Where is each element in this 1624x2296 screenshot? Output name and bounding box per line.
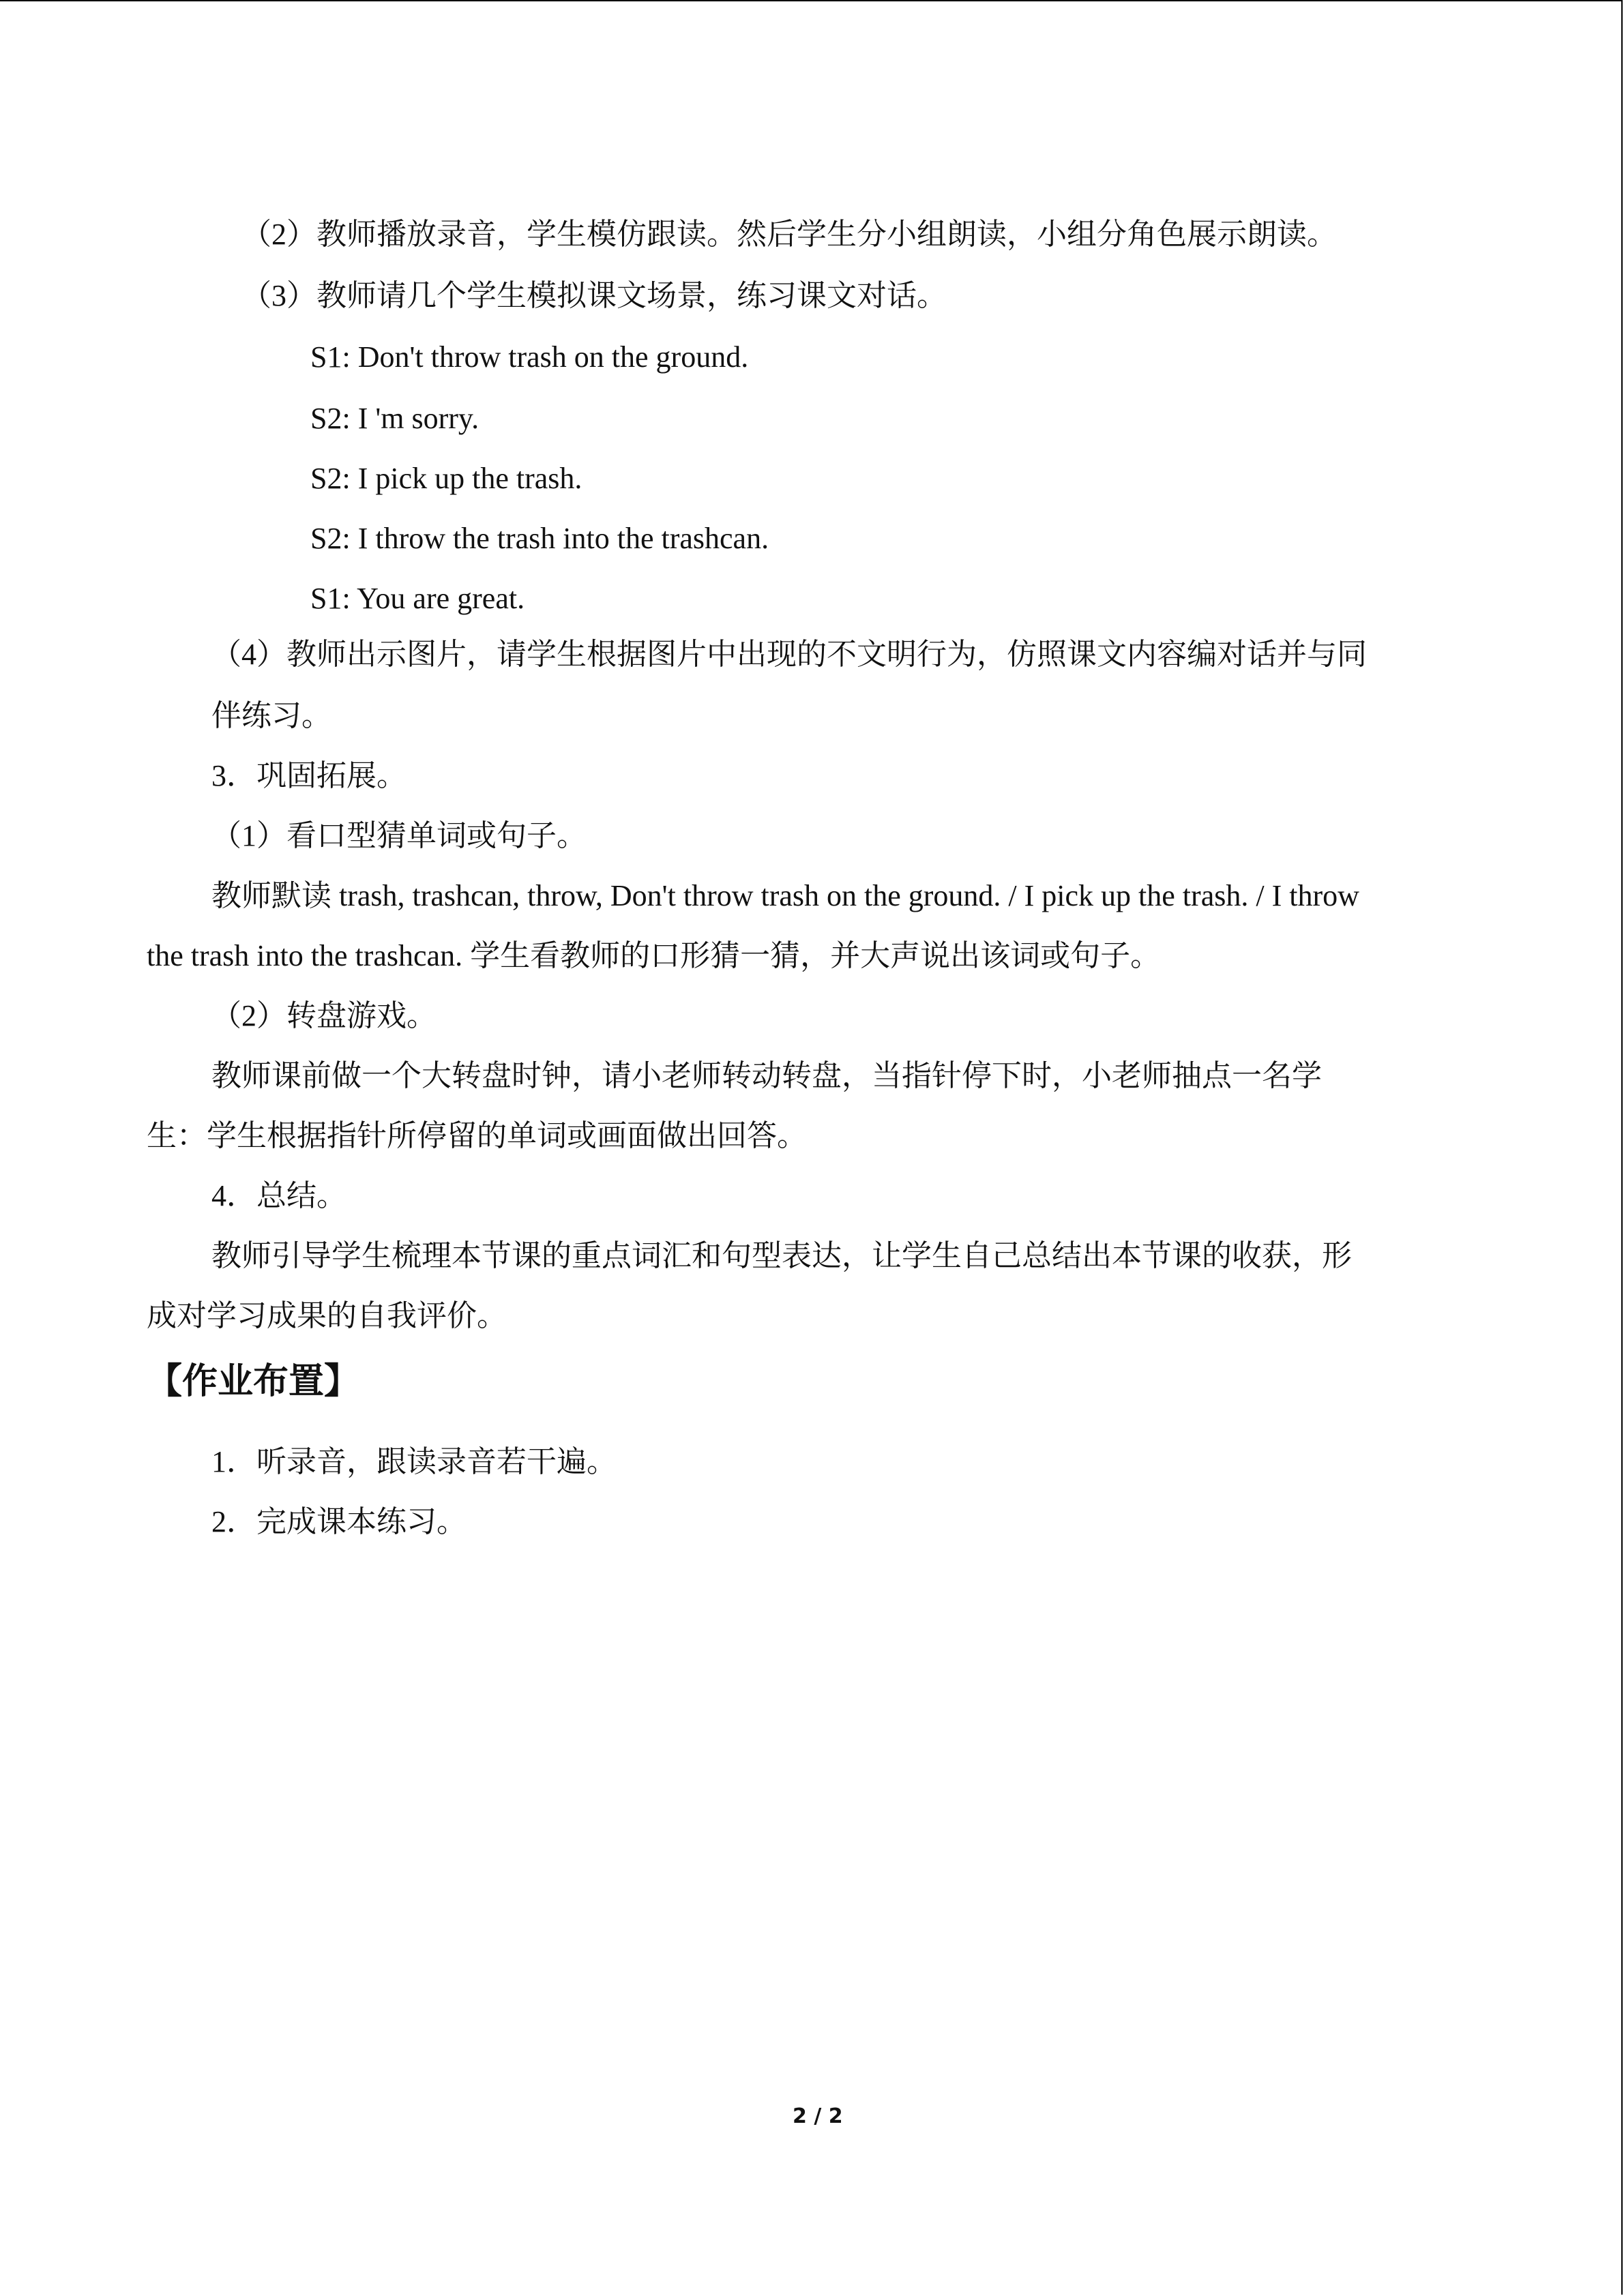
page-number: 2 / 2 <box>793 2104 843 2128</box>
dialogue-line-3: S2: I pick up the trash. <box>310 462 582 495</box>
step-3-1-line-1: 教师默读 trash, trashcan, throw, Don't throw trash on the ground. / I pick up the trash. / I throw <box>211 879 1359 912</box>
section-3-title: 3．巩固拓展。 <box>211 759 407 792</box>
section-4-line-1: 教师引导学生梳理本节课的重点词汇和句型表达，让学生自己总结出本节课的收获，形 <box>211 1239 1352 1272</box>
step-2-4-line-1: （4）教师出示图片，请学生根据图片中出现的不文明行为，仿照课文内容编对话并与同 <box>211 638 1367 671</box>
dialogue-line-4: S2: I throw the trash into the trashcan. <box>310 522 769 555</box>
step-2-4-line-2: 伴练习。 <box>211 699 331 732</box>
step-3-2-title: （2）转盘游戏。 <box>211 999 437 1032</box>
section-4-title: 4．总结。 <box>211 1179 346 1212</box>
homework-heading: 【作业布置】 <box>147 1361 360 1402</box>
step-3-2-line-2: 生：学生根据指针所停留的单词或画面做出回答。 <box>147 1119 807 1152</box>
dialogue-line-5: S1: You are great. <box>310 582 525 615</box>
dialogue-line-2: S2: I 'm sorry. <box>310 402 479 435</box>
step-2-3-text: （3）教师请几个学生模拟课文场景，练习课文对话。 <box>241 279 947 312</box>
step-3-1-title: （1）看口型猜单词或句子。 <box>211 819 587 852</box>
homework-item-2: 2．完成课本练习。 <box>211 1505 467 1538</box>
section-4-line-2: 成对学习成果的自我评价。 <box>147 1299 507 1332</box>
homework-item-1: 1．听录音，跟读录音若干遍。 <box>211 1445 617 1478</box>
step-2-2-text: （2）教师播放录音，学生模仿跟读。然后学生分小组朗读，小组分角色展示朗读。 <box>241 218 1337 251</box>
step-3-2-line-1: 教师课前做一个大转盘时钟，请小老师转动转盘，当指针停下时，小老师抽点一名学 <box>211 1059 1322 1092</box>
step-3-1-line-2: the trash into the trashcan. 学生看教师的口形猜一猜，并大声说出该词或句子。 <box>147 939 1161 972</box>
dialogue-line-1: S1: Don't throw trash on the ground. <box>310 340 749 374</box>
